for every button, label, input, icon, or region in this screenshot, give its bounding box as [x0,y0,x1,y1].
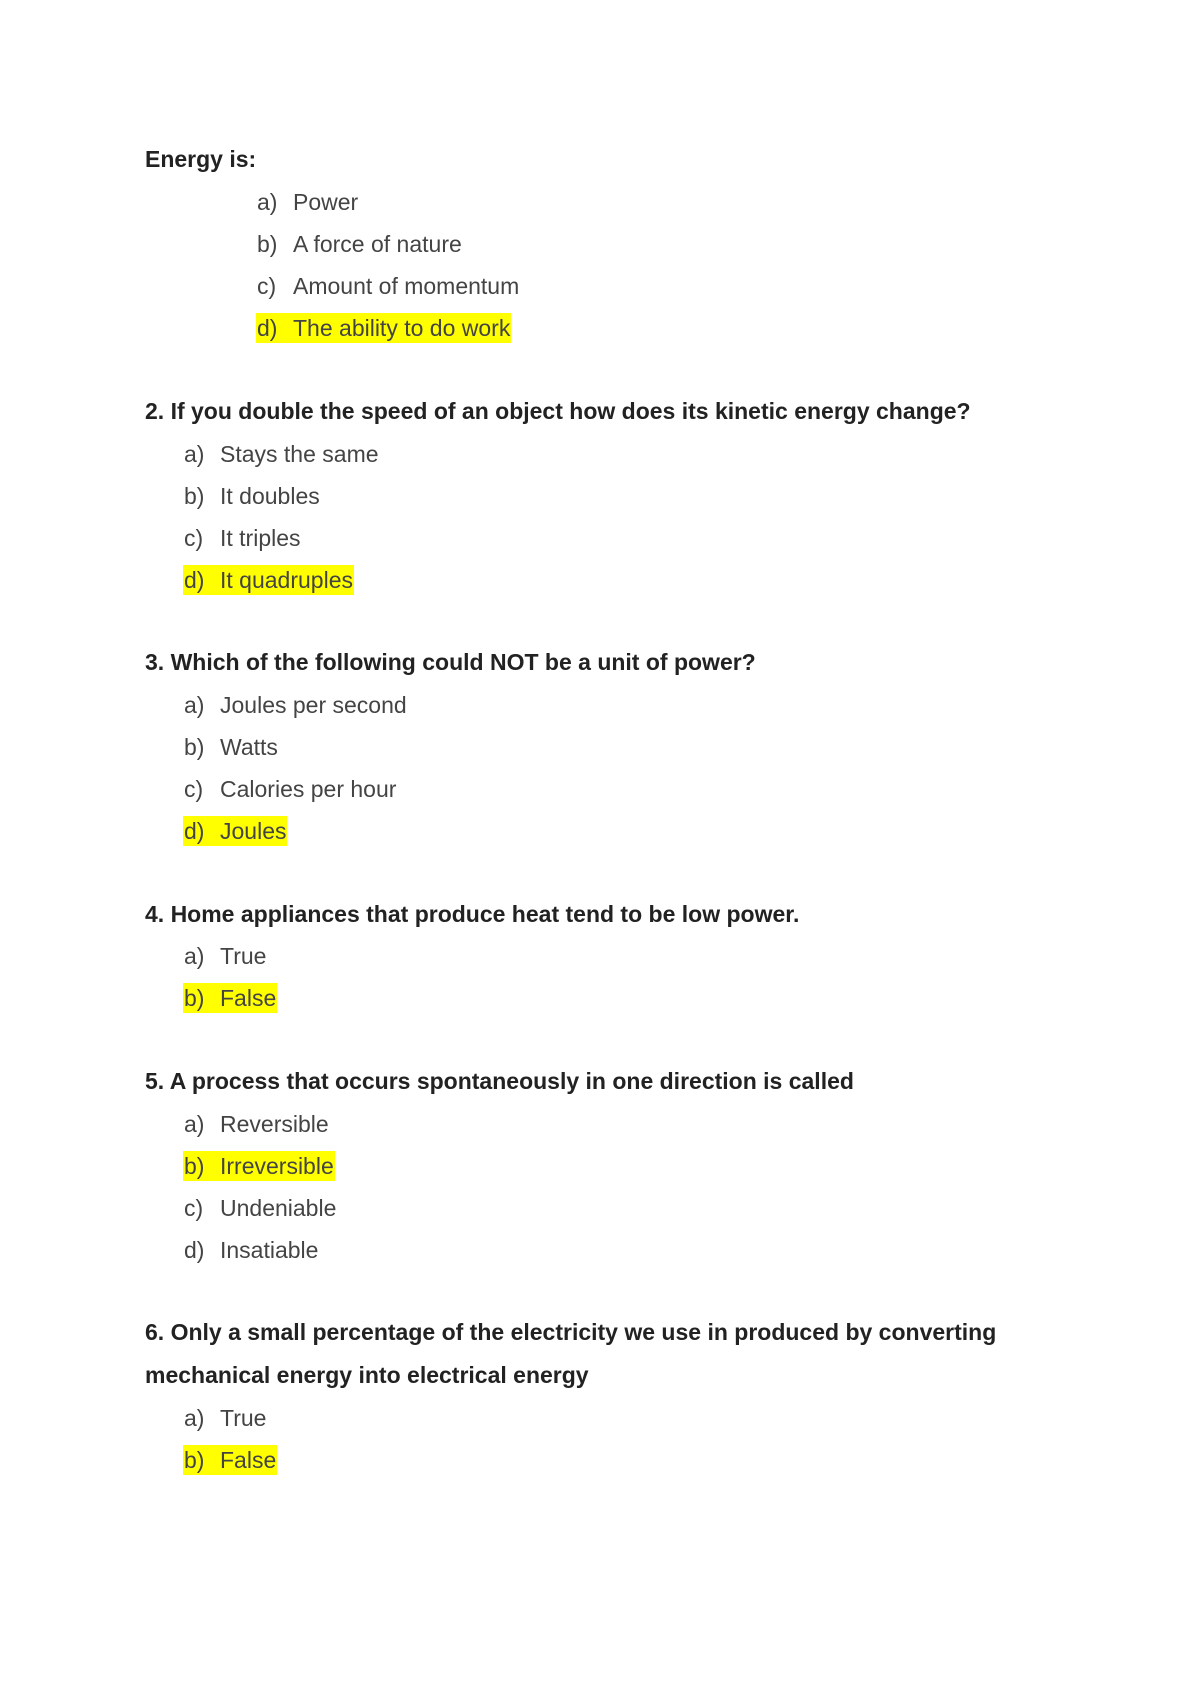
question-2-text: 2. If you double the speed of an object how does its kinetic energy change? [145,398,971,424]
option-letter: b) [257,231,278,257]
option-letter: a) [184,441,205,467]
question-5-option-b [183,1145,337,1187]
option-letter: d) [184,567,205,593]
option-highlight-wrap [183,1193,337,1223]
option-letter: b) [184,734,205,760]
option-highlight-wrap [183,983,277,1013]
question-4-options [183,935,277,1019]
option-letter: c) [184,776,204,802]
option-letter: c) [184,1195,204,1221]
question-2-option-b [183,475,380,517]
question-4-text: 4. Home appliances that produce heat tend to be low power. [145,901,800,927]
question-1-option-c [256,265,520,307]
option-letter: b) [184,1153,205,1179]
question-3-option-a [183,684,408,726]
option-highlight-wrap [183,816,287,846]
option-highlight-wrap [183,690,408,720]
option-text: True [220,1405,267,1431]
question-4-option-b [183,977,277,1019]
option-text: Calories per hour [220,776,397,802]
option-text: It triples [220,525,301,551]
option-text: Joules per second [220,692,407,718]
question-5-text: 5. A process that occurs spontaneously in one direction is called [145,1068,854,1094]
question-1-text: Energy is: [145,146,257,172]
option-letter: d) [184,818,205,844]
option-letter: a) [257,189,278,215]
option-highlight-wrap [183,523,302,553]
option-highlight-wrap [183,941,267,971]
option-highlight-wrap [183,439,380,469]
option-text: Reversible [220,1111,329,1137]
option-letter: b) [184,985,205,1011]
option-text: Insatiable [220,1237,319,1263]
question-1-option-d [256,307,520,349]
question-4-option-a [183,935,277,977]
option-letter: b) [184,483,205,509]
question-6-option-b [183,1439,277,1481]
option-highlight-wrap [183,1235,319,1265]
option-letter: a) [184,1111,205,1137]
option-text: Undeniable [220,1195,337,1221]
question-5-options [183,1103,337,1271]
question-5-option-c [183,1187,337,1229]
option-highlight-wrap [256,187,359,217]
option-highlight-wrap [256,313,511,343]
option-highlight-wrap [256,271,520,301]
question-3-option-c [183,768,408,810]
option-text: Amount of momentum [293,273,520,299]
question-1-option-a [256,181,520,223]
option-text: True [220,943,267,969]
option-text: It doubles [220,483,320,509]
option-highlight-wrap [183,1403,267,1433]
option-text: The ability to do work [293,315,511,341]
option-text: A force of nature [293,231,462,257]
question-3-option-d [183,810,408,852]
question-2-options [183,433,380,601]
option-text: Irreversible [220,1153,334,1179]
question-2-option-c [183,517,380,559]
question-6-text: 6. Only a small percentage of the electricity we use in produced by converting mechanical energy into electrical energy [145,1319,997,1388]
question-1-options [256,181,520,349]
option-highlight-wrap [183,732,279,762]
option-text: False [220,1447,277,1473]
question-3-options [183,684,408,852]
option-text: False [220,985,277,1011]
question-2-option-a [183,433,380,475]
option-letter: c) [257,273,277,299]
option-highlight-wrap [183,1445,277,1475]
question-6-option-a [183,1397,277,1439]
question-2-option-d [183,559,380,601]
option-highlight-wrap [183,1109,330,1139]
option-highlight-wrap [256,229,463,259]
option-letter: a) [184,943,205,969]
option-text: Joules [220,818,287,844]
option-text: It quadruples [220,567,353,593]
option-highlight-wrap [183,1151,335,1181]
option-text: Stays the same [220,441,379,467]
question-5-option-a [183,1103,337,1145]
question-1-option-b [256,223,520,265]
option-letter: a) [184,692,205,718]
option-text: Watts [220,734,278,760]
question-3-text: 3. Which of the following could NOT be a unit of power? [145,649,756,675]
option-letter: d) [257,315,278,341]
option-text: Power [293,189,359,215]
question-3-option-b [183,726,408,768]
question-6-options [183,1397,277,1481]
option-highlight-wrap [183,481,321,511]
option-letter: c) [184,525,204,551]
option-highlight-wrap [183,774,397,804]
option-letter: a) [184,1405,205,1431]
option-letter: b) [184,1447,205,1473]
option-highlight-wrap [183,565,354,595]
option-letter: d) [184,1237,205,1263]
question-5-option-d [183,1229,337,1271]
